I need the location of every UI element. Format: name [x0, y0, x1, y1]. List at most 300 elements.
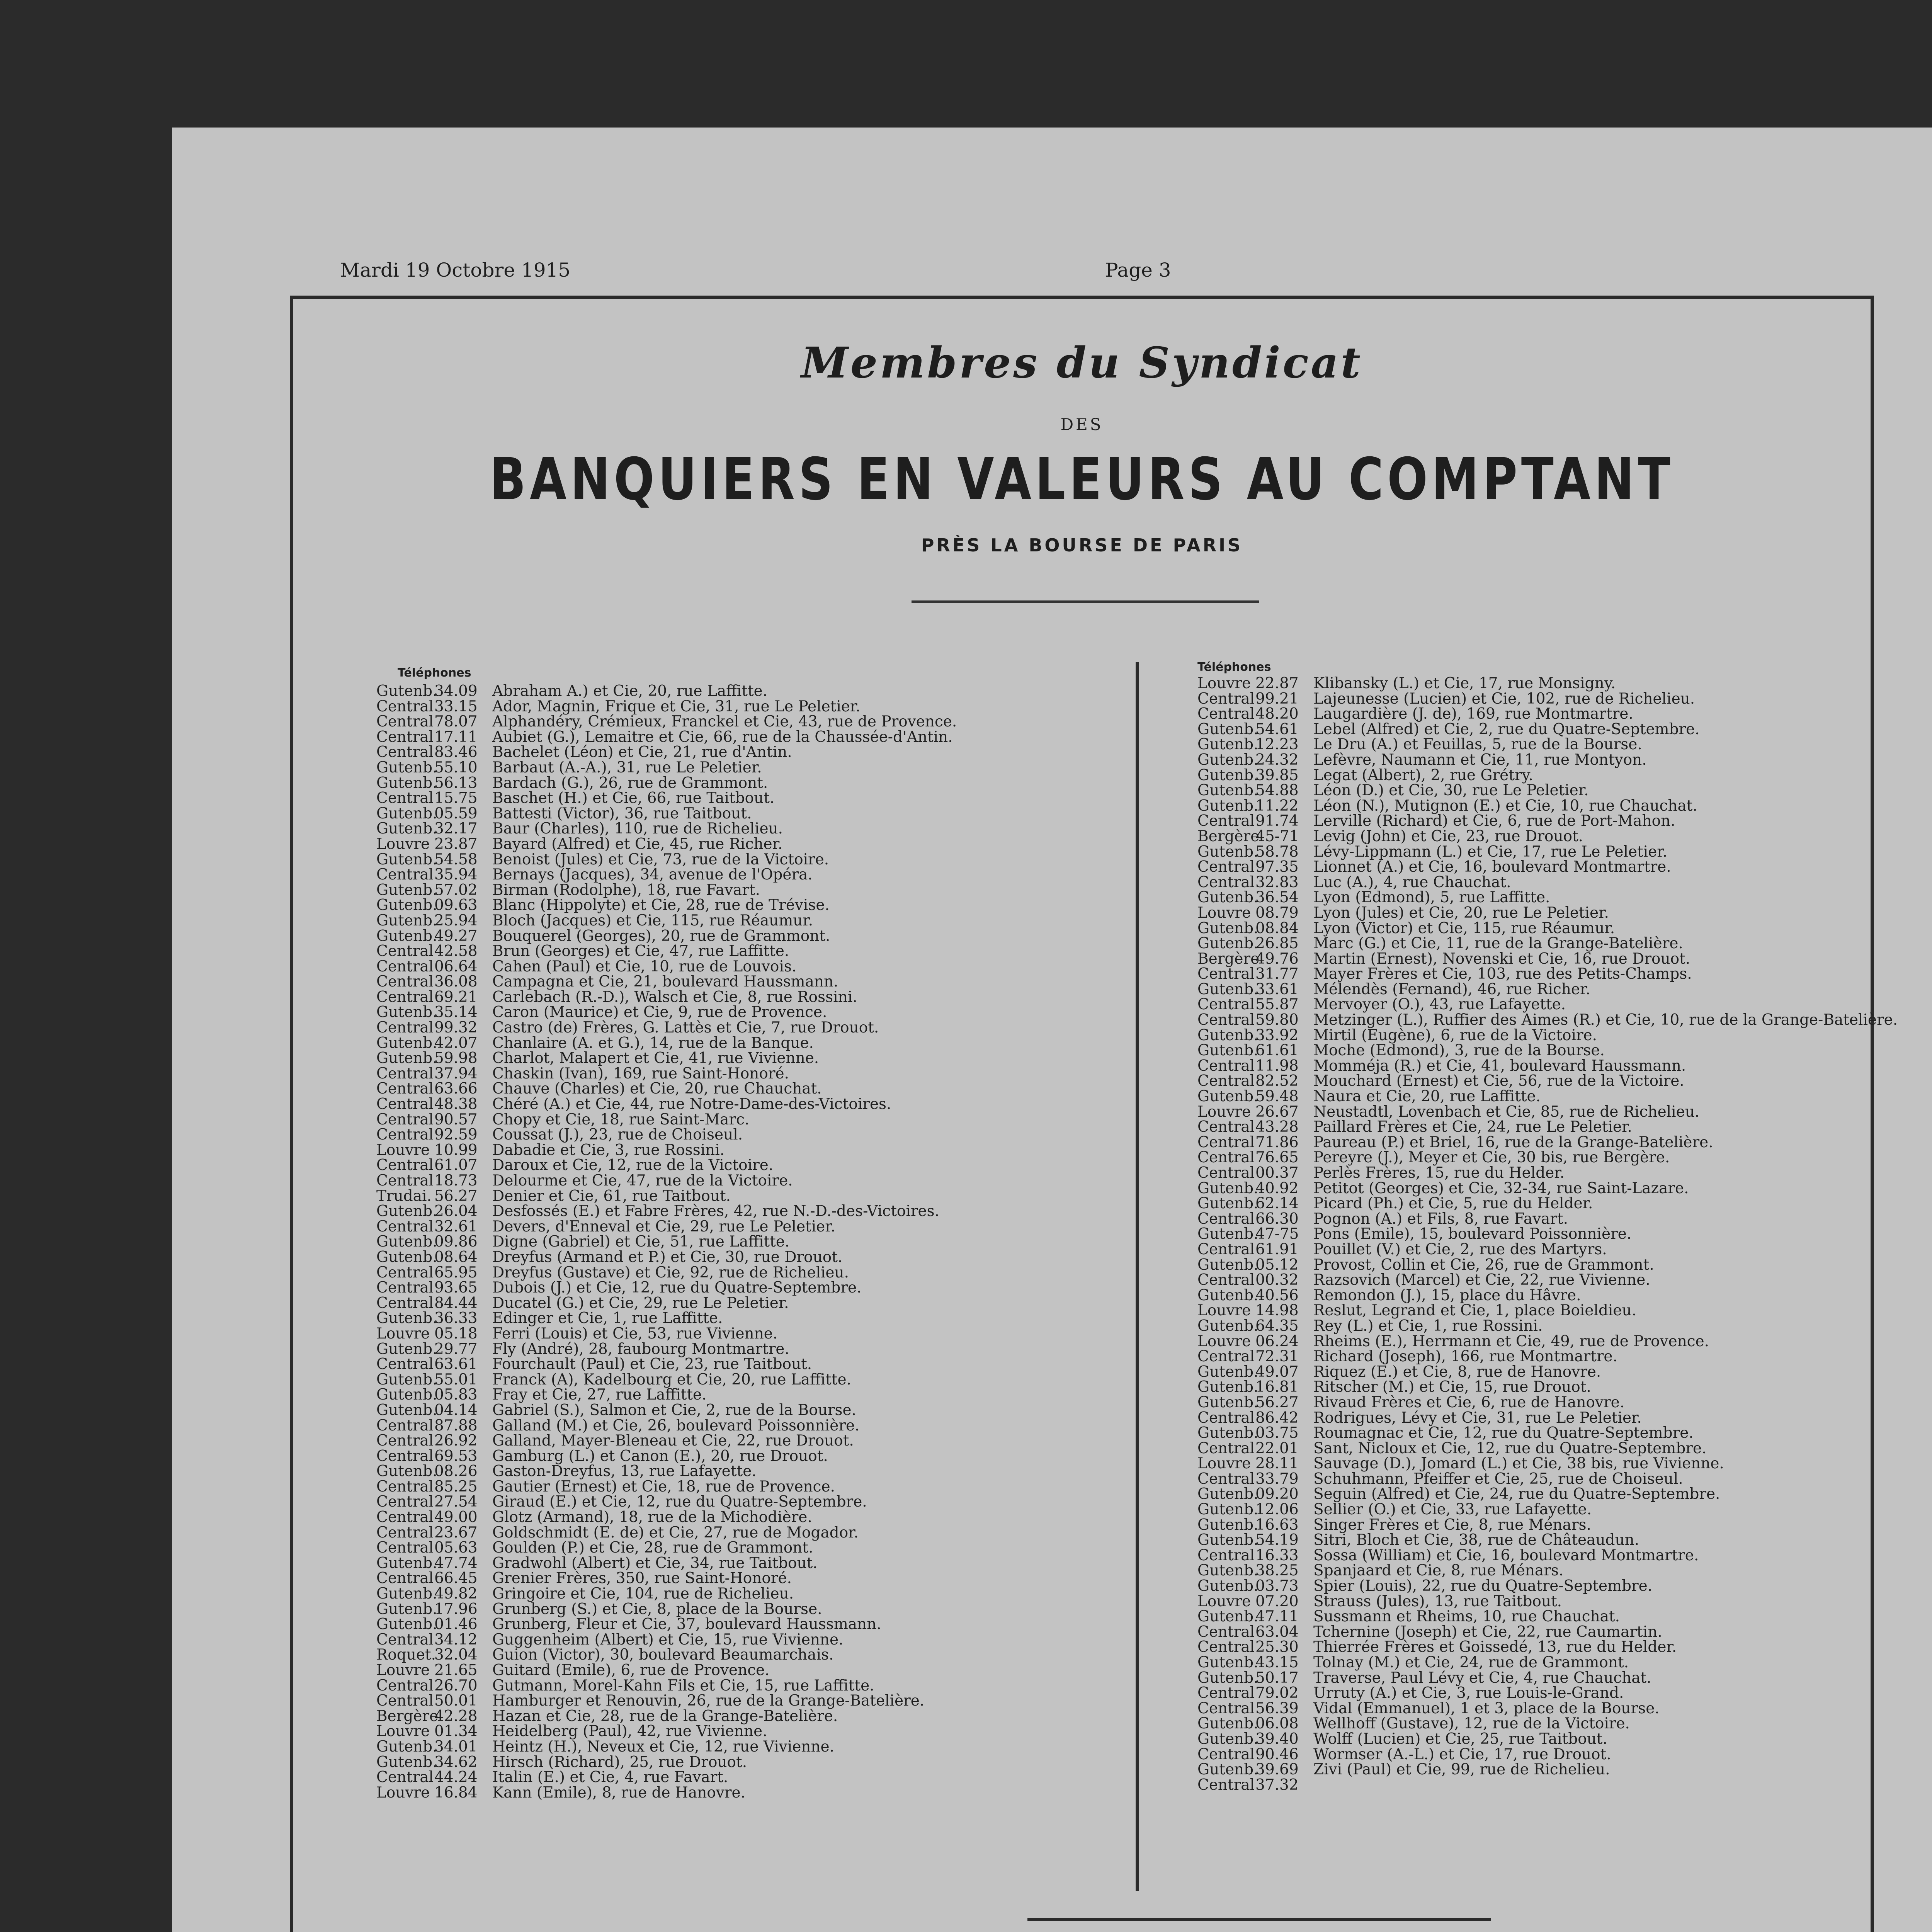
exchange: Gutenb. [376, 682, 437, 700]
phone-number: 05.83 [434, 1386, 478, 1404]
member-entry: Cahen (Paul) et Cie, 10, rue de Louvois. [492, 957, 797, 975]
exchange: Central [376, 1279, 434, 1297]
list-item [376, 898, 1130, 913]
exchange: Gutenb. [1197, 1577, 1259, 1595]
phone-number: 28.11 [1255, 1455, 1299, 1473]
member-entry: Dubois (J.) et Cie, 12, rue du Quatre-Septembre. [492, 1279, 862, 1297]
list-item [1197, 1670, 1854, 1686]
member-entry: Castro (de) Frères, G. Lattès et Cie, 7, rue Drouot. [492, 1019, 879, 1037]
list-item [376, 1189, 1130, 1204]
list-item [1197, 1747, 1854, 1762]
member-entry: Wormser (A.-L.) et Cie, 17, rue Drouot. [1313, 1745, 1611, 1763]
member-entry: Tchernine (Joseph) et Cie, 22, rue Caumartin. [1313, 1623, 1662, 1641]
member-entry: Birman (Rodolphe), 18, rue Favart. [492, 881, 760, 899]
exchange: Gutenb. [1197, 1179, 1259, 1197]
member-entry: Bouquerel (Georges), 20, rue de Grammont. [492, 927, 830, 945]
exchange: Louvre [376, 1325, 430, 1342]
exchange: Central [1197, 690, 1255, 707]
phone-number: 49.27 [434, 927, 478, 945]
member-entry: Moche (Edmond), 3, rue de la Bourse. [1313, 1042, 1605, 1060]
phone-number: 33.61 [1255, 980, 1299, 998]
exchange: Central [1197, 1623, 1255, 1641]
member-entry: Kann (Emile), 8, rue de Hanovre. [492, 1784, 746, 1801]
phone-number: 03.75 [1255, 1424, 1299, 1442]
member-entry: Metzinger (L.), Ruffier des Aimes (R.) et Cie, 10, rue de la Grange-Batelière. [1313, 1011, 1898, 1029]
member-entry: Picard (Ph.) et Cie, 5, rue du Helder. [1313, 1195, 1593, 1213]
member-entry: Paillard Frères et Cie, 24, rue Le Peletier. [1313, 1118, 1632, 1136]
exchange: Central [376, 1692, 434, 1710]
phone-number: 06.08 [1255, 1715, 1299, 1733]
exchange: Gutenb. [376, 820, 437, 838]
phone-number: 90.57 [434, 1111, 478, 1128]
member-entry: Coussat (J.), 23, rue de Choiseul. [492, 1126, 743, 1144]
member-entry: Grenier Frères, 350, rue Saint-Honoré. [492, 1570, 792, 1587]
list-item [376, 1525, 1130, 1541]
exchange: Central [376, 1126, 434, 1144]
list-item [1197, 1777, 1854, 1793]
syndicate-notice-frame [290, 296, 1898, 1932]
exchange: Central [1197, 1011, 1255, 1029]
list-item [376, 1097, 1130, 1112]
list-item [1197, 1303, 1854, 1318]
member-entry: Ador, Magnin, Frique et Cie, 31, rue Le Peletier. [492, 697, 861, 715]
exchange: Gutenb. [376, 1233, 437, 1251]
member-entry: Strauss (Jules), 13, rue Taitbout. [1313, 1592, 1562, 1610]
exchange: Gutenb. [376, 1401, 437, 1419]
member-entry: Grunberg (S.) et Cie, 8, place de la Bourse. [492, 1600, 822, 1618]
exchange: Gutenb. [1197, 1761, 1259, 1779]
member-entry: Petitot (Georges) et Cie, 32-34, rue Saint-Lazare. [1313, 1179, 1689, 1197]
phone-number: 97.35 [1255, 858, 1299, 876]
member-entry: Mélendès (Fernand), 46, rue Richer. [1313, 980, 1590, 998]
exchange: Louvre [1197, 1103, 1251, 1121]
phone-number: 16.63 [1255, 1516, 1299, 1534]
exchange: Central [376, 1677, 434, 1694]
exchange: Central [1197, 1409, 1255, 1427]
exchange: Gutenb. [1197, 1317, 1259, 1335]
list-item [376, 1357, 1130, 1372]
list-item [1197, 1011, 1898, 1029]
list-item [376, 1372, 1130, 1388]
list-item [1197, 1471, 1854, 1487]
exchange: Gutenb. [376, 1554, 437, 1572]
exchange: Gutenb. [1197, 1715, 1259, 1733]
member-entry: Goldschmidt (E. de) et Cie, 27, rue de Mogador. [492, 1524, 859, 1541]
exchange: Gutenb. [1197, 751, 1259, 769]
phone-number: 05.12 [1255, 1256, 1299, 1274]
list-item [1197, 951, 1854, 967]
list-item [376, 1739, 1130, 1755]
phone-number: 54.58 [434, 850, 478, 868]
exchange: Louvre [1197, 1455, 1251, 1473]
list-item [376, 1494, 1130, 1510]
phone-number: 33.15 [434, 697, 478, 715]
phone-number: 47.11 [1255, 1608, 1299, 1626]
phone-number: 59.48 [1255, 1088, 1299, 1105]
list-item [376, 714, 1130, 730]
phone-number: 56.27 [1255, 1393, 1299, 1411]
list-item [376, 852, 1130, 867]
member-entry: Daroux et Cie, 12, rue de la Victoire. [492, 1156, 774, 1174]
list-item [376, 1081, 1130, 1097]
phone-number: 76.65 [1255, 1149, 1299, 1167]
phone-number: 26.70 [434, 1677, 478, 1694]
phone-number: 37.94 [434, 1065, 478, 1082]
member-entry: Singer Frères et Cie, 8, rue Ménars. [1313, 1516, 1591, 1534]
member-entry: Chauve (Charles) et Cie, 20, rue Chauchat. [492, 1080, 822, 1098]
exchange: Gutenb. [376, 1371, 437, 1388]
phone-number: 26.04 [434, 1202, 478, 1220]
member-entry: Gutmann, Morel-Kahn Fils et Cie, 15, rue Laffitte. [492, 1677, 874, 1694]
member-entry: Lajeunesse (Lucien) et Cie, 102, rue de Richelieu. [1313, 690, 1695, 707]
exchange: Gutenb. [1197, 1562, 1259, 1580]
phone-number: 24.32 [1255, 751, 1299, 769]
exchange: Gutenb. [376, 1585, 437, 1603]
member-entry: Paureau (P.) et Briel, 16, rue de la Grange-Batelière. [1313, 1133, 1713, 1151]
phone-number: 99.32 [434, 1019, 478, 1037]
member-entry: Gradwohl (Albert) et Cie, 34, rue Taitbout. [492, 1554, 818, 1572]
list-item [1197, 1089, 1854, 1104]
member-entry: Léon (D.) et Cie, 30, rue Le Peletier. [1313, 782, 1589, 799]
exchange: Louvre [1197, 1592, 1251, 1610]
list-item [1197, 1135, 1854, 1150]
exchange: Bergère [1197, 827, 1260, 845]
exchange: Central [376, 1509, 434, 1526]
member-entry: Charlot, Malapert et Cie, 41, rue Vivienne. [492, 1049, 819, 1067]
phone-number: 59.98 [434, 1049, 478, 1067]
list-item [1197, 1701, 1854, 1716]
member-entry: Mayer Frères et Cie, 103, rue des Petits-Champs. [1313, 965, 1692, 983]
exchange: Louvre [1197, 904, 1251, 922]
phone-number: 36.54 [1255, 889, 1299, 906]
member-entry: Wolff (Lucien) et Cie, 25, rue Taitbout. [1313, 1730, 1607, 1748]
member-entry: Razsovich (Marcel) et Cie, 22, rue Vivienne. [1313, 1271, 1650, 1289]
member-entry: Gautier (Ernest) et Cie, 18, rue de Provence. [492, 1478, 835, 1495]
list-item [1197, 1685, 1854, 1701]
phone-number: 44.24 [434, 1769, 478, 1786]
phone-number: 26.92 [434, 1432, 478, 1450]
phone-number: 18.73 [434, 1172, 478, 1189]
list-item [376, 1663, 1130, 1678]
exchange: Gutenb. [376, 881, 437, 899]
member-entry: Bachelet (Léon) et Cie, 21, rue d'Antin. [492, 743, 792, 761]
list-item [1197, 1058, 1854, 1074]
exchange: Gutenb. [1197, 1669, 1259, 1687]
list-item [1197, 936, 1854, 951]
member-entry: Remondon (J.), 15, place du Hâvre. [1313, 1286, 1581, 1304]
phone-number: 12.06 [1255, 1501, 1299, 1519]
phone-number: 05.18 [434, 1325, 478, 1342]
exchange: Central [1197, 1699, 1255, 1717]
exchange: Gutenb. [1197, 1026, 1259, 1044]
member-entry: Ferri (Louis) et Cie, 53, rue Vivienne. [492, 1325, 778, 1342]
exchange: Gutenb. [1197, 1608, 1259, 1626]
phone-number: 05.63 [434, 1539, 478, 1557]
phone-number: 86.42 [1255, 1409, 1299, 1427]
exchange: Louvre [376, 835, 430, 853]
phone-number: 59.80 [1255, 1011, 1299, 1029]
member-entry: Levig (John) et Cie, 23, rue Drouot. [1313, 827, 1583, 845]
phone-number: 32.83 [1255, 873, 1299, 891]
phone-number: 16.33 [1255, 1546, 1299, 1564]
member-entry: Reslut, Legrand et Cie, 1, place Boieldieu. [1313, 1302, 1636, 1320]
exchange: Louvre [1197, 1302, 1251, 1320]
member-entry: Italin (E.) et Cie, 4, rue Favart. [492, 1769, 728, 1786]
phone-number: 36.33 [434, 1310, 478, 1327]
list-item [376, 791, 1130, 806]
member-entry: Richard (Joseph), 166, rue Montmartre. [1313, 1348, 1617, 1366]
member-entry: Naura et Cie, 20, rue Laffitte. [1313, 1088, 1541, 1105]
phone-number: 49.07 [1255, 1363, 1299, 1381]
member-entry: Mirtil (Eugène), 6, rue de la Victoire. [1313, 1026, 1597, 1044]
phone-number: 49.82 [434, 1585, 478, 1603]
phone-number: 82.52 [1255, 1072, 1299, 1090]
member-entry: Delourme et Cie, 47, rue de la Victoire. [492, 1172, 793, 1189]
member-entry: Zivi (Paul) et Cie, 99, rue de Richelieu. [1313, 1761, 1610, 1779]
list-item [1197, 1578, 1854, 1594]
list-item [1197, 1226, 1854, 1242]
exchange: Central [1197, 1439, 1255, 1457]
member-entry: Fly (André), 28, faubourg Montmartre. [492, 1340, 789, 1358]
exchange: Roquet. [376, 1646, 436, 1664]
member-entry: Bayard (Alfred) et Cie, 45, rue Richer. [492, 835, 783, 853]
exchange: Gutenb. [376, 1049, 437, 1067]
exchange: Gutenb. [1197, 1516, 1259, 1534]
exchange: Central [1197, 1133, 1255, 1151]
member-entry: Baschet (H.) et Cie, 66, rue Taitbout. [492, 789, 775, 807]
phone-number: 35.14 [434, 1003, 478, 1021]
list-item [1197, 966, 1854, 982]
phone-number: 71.86 [1255, 1133, 1299, 1151]
exchange: Gutenb. [1197, 1485, 1259, 1503]
member-entry: Pereyre (J.), Meyer et Cie, 30 bis, rue Bergère. [1313, 1149, 1670, 1167]
phone-number: 57.02 [434, 881, 478, 899]
exchange: Gutenb. [1197, 720, 1259, 738]
list-item [376, 1265, 1130, 1281]
phone-number: 93.65 [434, 1279, 478, 1297]
exchange: Central [376, 866, 434, 884]
phone-number: 29.77 [434, 1340, 478, 1358]
list-item [376, 1234, 1130, 1250]
list-item [1197, 844, 1854, 860]
member-entry: Ritscher (M.) et Cie, 15, rue Drouot. [1313, 1378, 1591, 1396]
list-item [376, 837, 1130, 852]
exchange: Central [376, 789, 434, 807]
list-item [376, 821, 1130, 837]
divider-1 [1027, 1918, 1491, 1921]
phone-number: 03.73 [1255, 1577, 1299, 1595]
member-entry: Riquez (E.) et Cie, 8, rue de Hanovre. [1313, 1363, 1601, 1381]
exchange: Central [376, 1080, 434, 1098]
list-item [1197, 1104, 1854, 1120]
exchange: Central [1197, 1164, 1255, 1182]
exchange: Louvre [376, 1141, 430, 1159]
phone-number: 26.67 [1255, 1103, 1299, 1121]
phone-number: 22.01 [1255, 1439, 1299, 1457]
exchange: Gutenb. [1197, 782, 1259, 799]
list-item [1197, 1043, 1854, 1058]
exchange: Central [376, 942, 434, 960]
exchange: Central [376, 1478, 434, 1495]
list-item [376, 760, 1130, 776]
phone-number: 66.30 [1255, 1210, 1299, 1228]
phone-number: 09.63 [434, 896, 478, 914]
exchange: Gutenb. [376, 1248, 437, 1266]
list-item [376, 1602, 1130, 1617]
phone-number: 09.86 [434, 1233, 478, 1251]
exchange: Central [376, 1493, 434, 1511]
list-item [376, 1219, 1130, 1235]
list-item [1197, 1181, 1854, 1196]
phone-number: 49.76 [1255, 950, 1299, 968]
exchange: Gutenb. [1197, 1363, 1259, 1381]
phone-number: 54.19 [1255, 1531, 1299, 1549]
phone-number: 78.07 [434, 713, 478, 731]
member-entry: Sellier (O.) et Cie, 33, rue Lafayette. [1313, 1501, 1592, 1519]
phone-number: 64.35 [1255, 1317, 1299, 1335]
list-item [1197, 1349, 1854, 1364]
exchange: Central [376, 1447, 434, 1465]
member-entry: Dreyfus (Gustave) et Cie, 92, rue de Richelieu. [492, 1264, 849, 1281]
exchange: Central [1197, 1149, 1255, 1167]
list-item [376, 1479, 1130, 1495]
member-entry: Barbaut (A.-A.), 31, rue Le Peletier. [492, 759, 762, 776]
exchange: Gutenb. [1197, 1531, 1259, 1549]
exchange: Louvre [376, 1784, 430, 1801]
phone-number: 99.21 [1255, 690, 1299, 707]
member-entry: Spier (Louis), 22, rue du Quatre-Septembre. [1313, 1577, 1653, 1595]
exchange: Gutenb. [1197, 1088, 1259, 1105]
member-entry: Fourchault (Paul) et Cie, 23, rue Taitbout. [492, 1355, 812, 1373]
member-entry: Guitard (Emile), 6, rue de Provence. [492, 1662, 770, 1679]
member-entry: Aubiet (G.), Lemaitre et Cie, 66, rue de la Chaussée-d'Antin. [492, 728, 953, 746]
list-item [376, 806, 1130, 821]
member-entry: Chopy et Cie, 18, rue Saint-Marc. [492, 1111, 750, 1128]
exchange: Central [1197, 1684, 1255, 1702]
member-entry: Devers, d'Enneval et Cie, 29, rue Le Peletier. [492, 1218, 836, 1235]
phone-number: 65.95 [434, 1264, 478, 1281]
exchange: Gutenb. [1197, 889, 1259, 906]
member-entry: Ducatel (G.) et Cie, 29, rue Le Peletier. [492, 1294, 789, 1312]
member-entry: Chéré (A.) et Cie, 44, rue Notre-Dame-des-Victoires. [492, 1095, 891, 1113]
member-entry: Luc (A.), 4, rue Chauchat. [1313, 873, 1511, 891]
phone-number: 08.64 [434, 1248, 478, 1266]
exchange: Central [376, 1355, 434, 1373]
exchange: Central [376, 1417, 434, 1434]
exchange: Central [1197, 1348, 1255, 1366]
phone-number: 55.01 [434, 1371, 478, 1388]
phone-number: 21.65 [434, 1662, 478, 1679]
list-item [1197, 1425, 1854, 1441]
phone-number: 61.91 [1255, 1240, 1299, 1258]
list-item [1197, 1548, 1854, 1563]
member-entry: Mouchard (Ernest) et Cie, 56, rue de la Victoire. [1313, 1072, 1684, 1090]
phone-number: 90.46 [1255, 1745, 1299, 1763]
list-item [376, 1571, 1130, 1586]
exchange: Gutenb. [1197, 1378, 1259, 1396]
member-entry: Pognon (A.) et Fils, 8, rue Favart. [1313, 1210, 1568, 1228]
exchange: Gutenb. [1197, 1042, 1259, 1060]
exchange: Central [376, 988, 434, 1006]
list-item [376, 1449, 1130, 1464]
member-entry: Chanlaire (A. et G.), 14, rue de la Banque. [492, 1034, 814, 1052]
member-entry: Mervoyer (O.), 43, rue Lafayette. [1313, 996, 1566, 1014]
member-entry: Pouillet (V.) et Cie, 2, rue des Martyrs. [1313, 1240, 1607, 1258]
exchange: Gutenb. [1197, 935, 1259, 952]
list-item [376, 1387, 1130, 1403]
phone-number: 32.17 [434, 820, 478, 838]
member-entry: Fray et Cie, 27, rue Laffitte. [492, 1386, 707, 1404]
list-item [1197, 1257, 1854, 1273]
list-item [1197, 905, 1854, 921]
phone-number: 23.87 [434, 835, 478, 853]
member-entry: Lyon (Jules) et Cie, 20, rue Le Peletier. [1313, 904, 1609, 922]
phone-number: 48.20 [1255, 705, 1299, 723]
member-entry: Gringoire et Cie, 104, rue de Richelieu. [492, 1585, 794, 1603]
phone-number: 34.12 [434, 1631, 478, 1648]
list-item [376, 1173, 1130, 1189]
list-item [1197, 1594, 1854, 1609]
phone-number: 11.98 [1255, 1057, 1299, 1075]
member-entry: Sauvage (D.), Jomard (L.) et Cie, 38 bis, rue Vivienne. [1313, 1455, 1724, 1473]
exchange: Central [1197, 1638, 1255, 1656]
member-entry: Bloch (Jacques) et Cie, 115, rue Réaumur. [492, 912, 813, 929]
member-entry: Caron (Maurice) et Cie, 9, rue de Provence. [492, 1003, 827, 1021]
list-item [376, 1693, 1130, 1709]
list-item [376, 1066, 1130, 1082]
list-item [376, 1632, 1130, 1648]
member-entry: Rivaud Frères et Cie, 6, rue de Hanovre. [1313, 1393, 1625, 1411]
exchange: Central [376, 728, 434, 746]
list-item [376, 1143, 1130, 1158]
member-entry: Denier et Cie, 61, rue Taitbout. [492, 1187, 731, 1205]
member-entry: Neustadtl, Lovenbach et Cie, 85, rue de Richelieu. [1313, 1103, 1700, 1121]
list-item [376, 699, 1130, 714]
list-item [376, 1709, 1130, 1724]
member-entry: Dabadie et Cie, 3, rue Rossini. [492, 1141, 725, 1159]
list-item [376, 1036, 1130, 1051]
phone-number: 05.59 [434, 804, 478, 822]
list-item [1197, 1731, 1854, 1747]
member-entry: Lerville (Richard) et Cie, 6, rue de Port-Mahon. [1313, 812, 1675, 830]
member-entry: Glotz (Armand), 18, rue de la Michodière. [492, 1509, 812, 1526]
list-item [1197, 1028, 1854, 1043]
exchange: Bergère [376, 1707, 439, 1725]
list-item [1197, 875, 1854, 890]
phone-number: 10.99 [434, 1141, 478, 1159]
exchange: Central [1197, 705, 1255, 723]
list-item [1197, 676, 1854, 691]
member-entry: Heidelberg (Paul), 42, rue Vivienne. [492, 1723, 767, 1740]
phone-number: 08.84 [1255, 919, 1299, 937]
list-item [1197, 1563, 1854, 1578]
list-item [1197, 1318, 1854, 1334]
member-entry: Galland, Mayer-Bleneau et Cie, 22, rue Drouot. [492, 1432, 854, 1450]
list-item [1197, 997, 1854, 1012]
phone-number: 11.22 [1255, 797, 1299, 815]
list-item [1197, 1517, 1854, 1533]
phone-number: 01.46 [434, 1616, 478, 1633]
member-entry: Hamburger et Renouvin, 26, rue de la Grange-Batelière. [492, 1692, 925, 1710]
exchange: Gutenb. [1197, 980, 1259, 998]
list-item [376, 1647, 1130, 1663]
exchange: Gutenb. [376, 774, 437, 792]
list-item [376, 1418, 1130, 1434]
exchange: Central [376, 1095, 434, 1113]
exchange: Gutenb. [376, 1340, 437, 1358]
phone-number: 69.53 [434, 1447, 478, 1465]
phone-number: 32.61 [434, 1218, 478, 1235]
